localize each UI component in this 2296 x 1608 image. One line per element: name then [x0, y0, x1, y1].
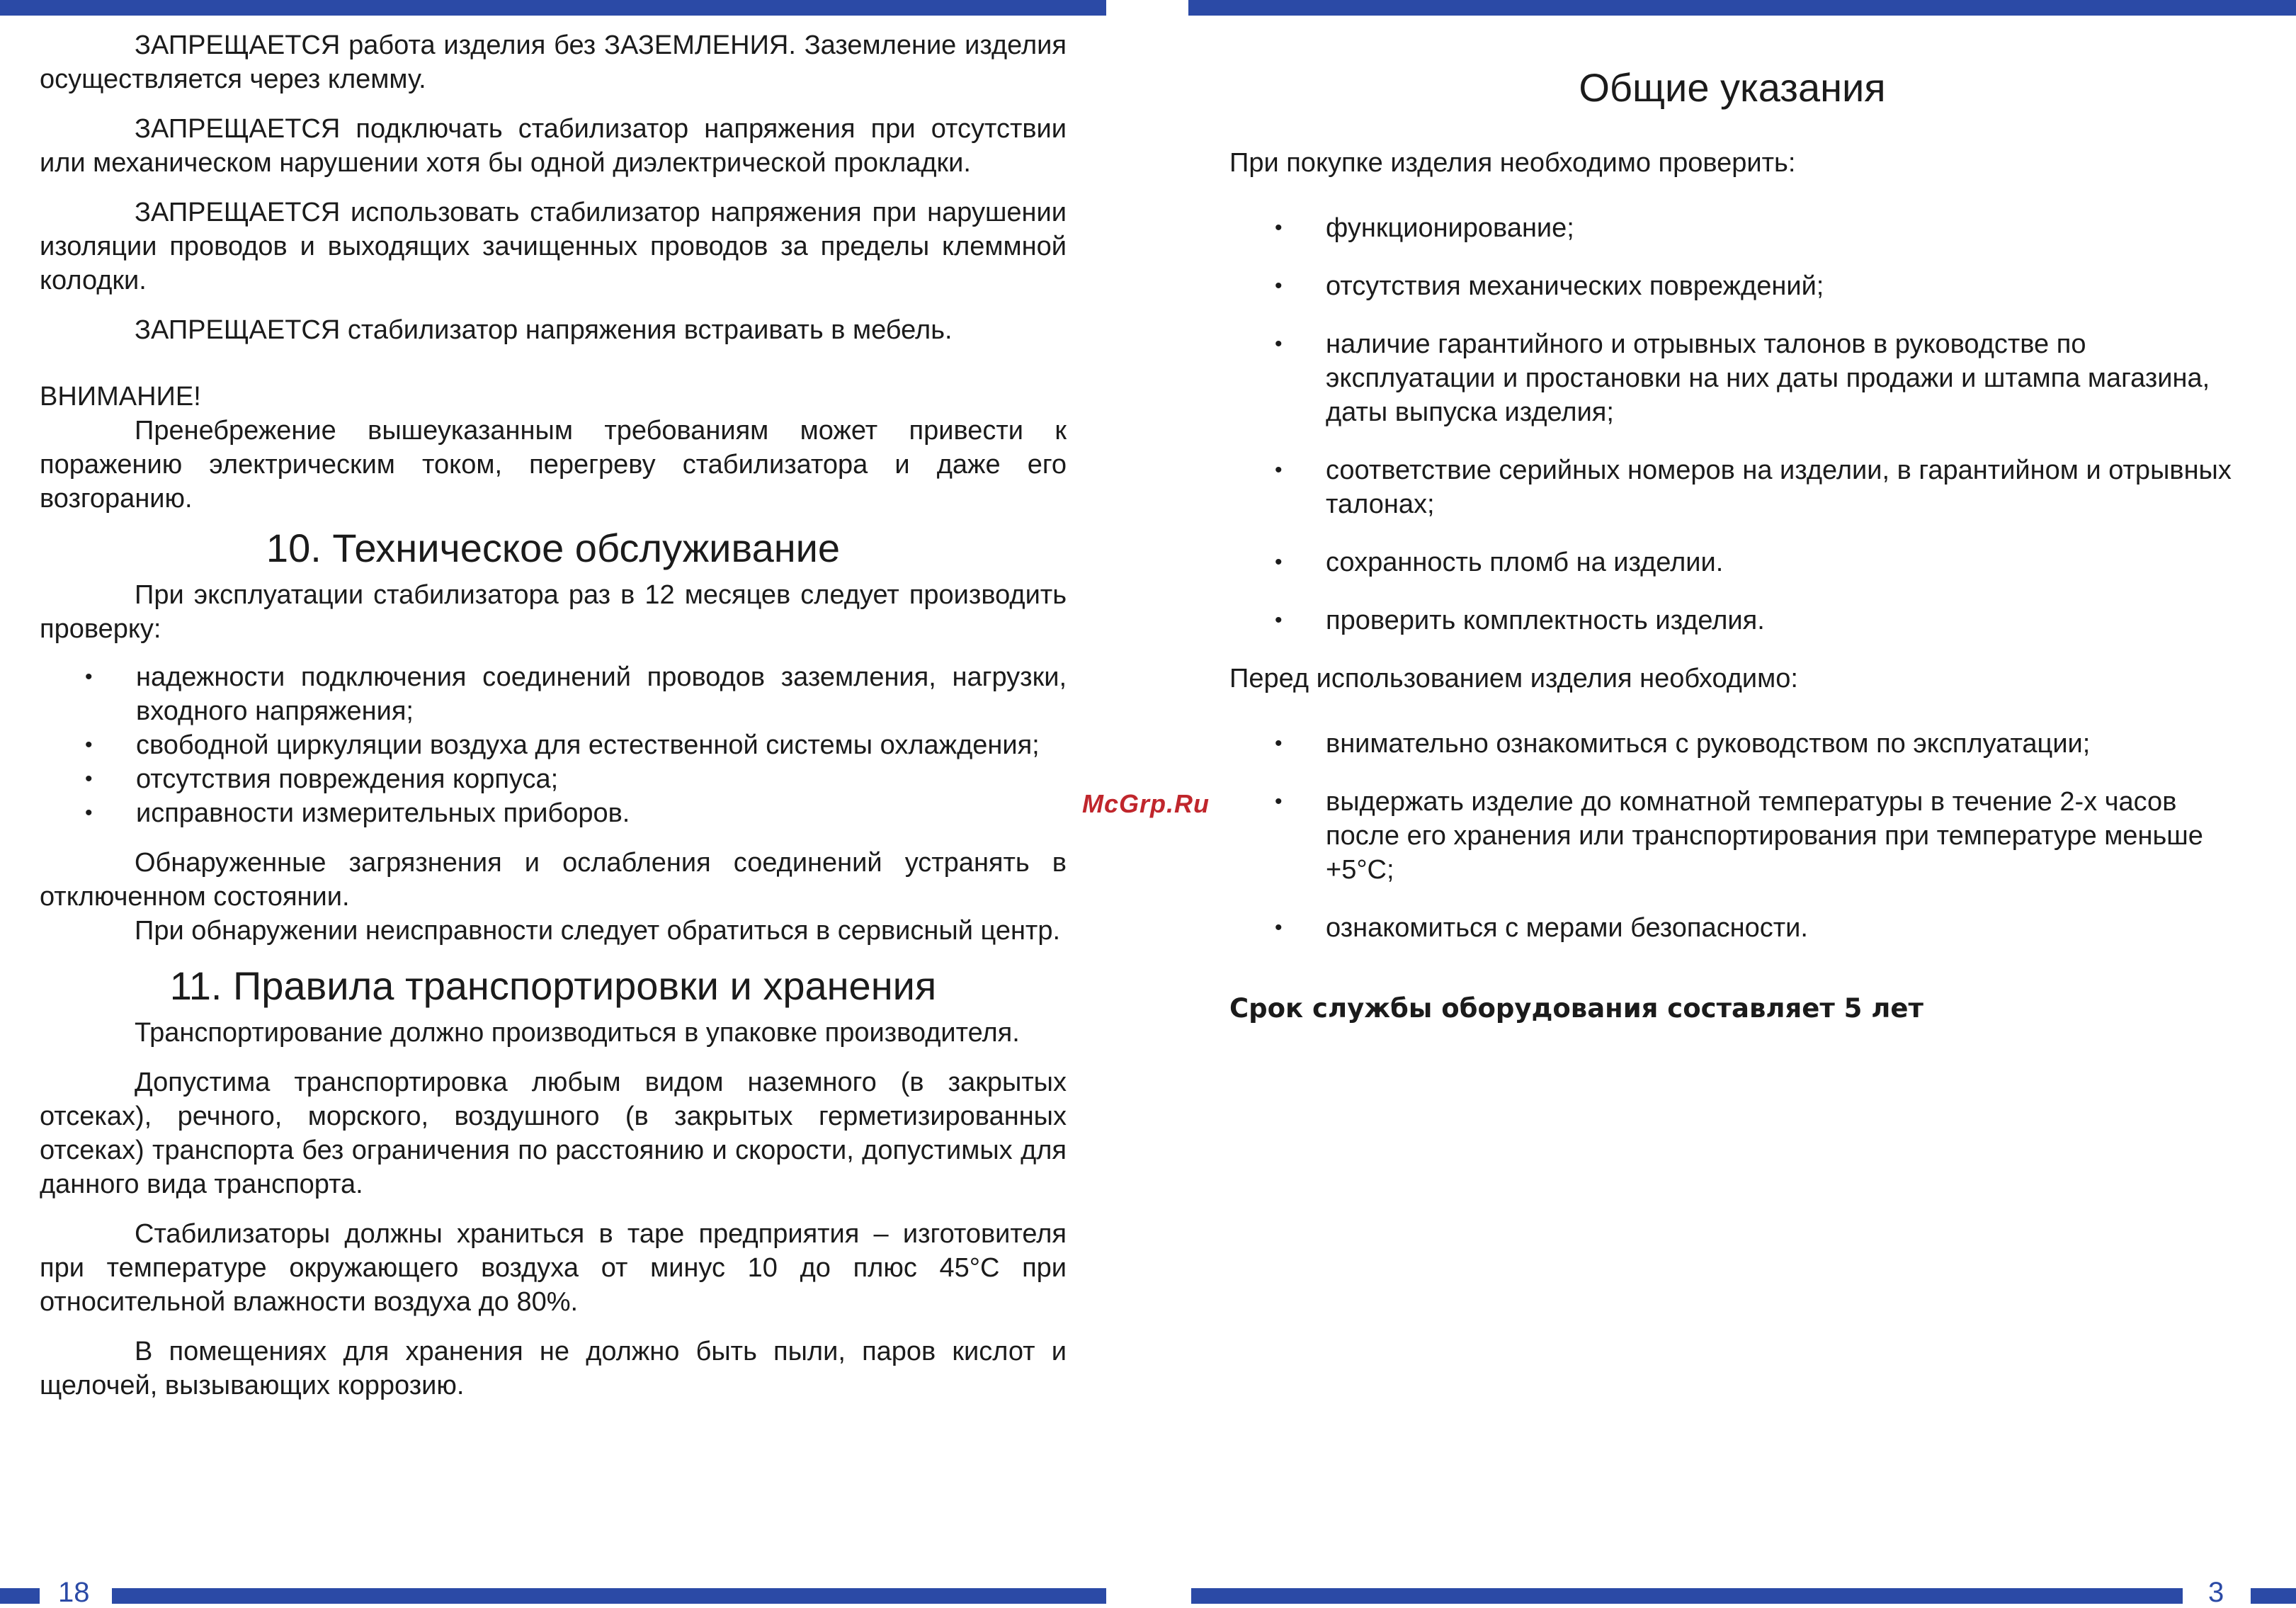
maintenance-para-2: При обнаружении неисправности следует обратиться в сервисный центр.	[135, 916, 1061, 946]
right-page	[1229, 28, 2235, 1026]
page-number-right: 3	[2208, 1577, 2224, 1608]
list-item-text: наличие гарантийного и отрывных талонов в руководстве по эксплуатации и простановки на них даты продажи и штампа магазина, даты выпуска изделия;	[1326, 329, 2210, 427]
warning-text: Пренебрежение вышеуказанным требованиям может привести к поражению электрическим током, перегреву стабилизатора и даже его возгоранию.	[40, 416, 1067, 514]
list-item	[1229, 727, 2235, 761]
bottom-bar-left-short	[0, 1588, 40, 1604]
list-item-text: исправности измерительных приборов.	[136, 798, 630, 828]
left-page	[40, 28, 1067, 1403]
list-item	[1229, 327, 2235, 429]
prohibition-2: ЗАПРЕЩАЕТСЯ подключать стабилизатор напряжения при отсутствии или механическом нарушении хотя бы одной диэлектрической прокладки.	[40, 114, 1067, 178]
prohibition-3: ЗАПРЕЩАЕТСЯ использовать стабилизатор напряжения при нарушении изоляции проводов и выходящих зачищенных проводов за пределы клеммной колодки.	[40, 198, 1067, 295]
bullet-icon: •	[85, 801, 93, 825]
list-item-text: внимательно ознакомиться с руководством по эксплуатации;	[1326, 729, 2091, 759]
list-item	[1229, 785, 2235, 887]
list-item	[1229, 269, 2235, 303]
service-life: Срок службы оборудования составляет 5 лет	[1229, 993, 1923, 1024]
maintenance-list	[40, 660, 1067, 830]
bottom-bar-right-short	[2251, 1588, 2296, 1604]
list-item	[1229, 545, 2235, 579]
bullet-icon: •	[85, 733, 93, 757]
list-item	[40, 728, 1067, 762]
purchase-list	[1229, 211, 2235, 638]
list-item	[40, 762, 1067, 796]
list-item	[1229, 911, 2235, 945]
bullet-icon: •	[1275, 332, 1283, 356]
purchase-intro: При покупке изделия необходимо проверить:	[1229, 148, 1796, 178]
list-item-text: отсутствия механических повреждений;	[1326, 271, 1824, 301]
page-number-left: 18	[58, 1577, 90, 1608]
bullet-icon: •	[85, 665, 93, 689]
maintenance-para-1: Обнаруженные загрязнения и ослабления соединений устранять в отключенном состоянии.	[40, 848, 1067, 912]
watermark: McGrp.Ru	[1082, 789, 1210, 818]
use-intro: Перед использованием изделия необходимо:	[1229, 664, 1798, 693]
list-item	[40, 796, 1067, 830]
bullet-icon: •	[85, 767, 93, 791]
bottom-bar-right	[1191, 1588, 2183, 1604]
top-bar-left	[0, 0, 1106, 16]
list-item-text: выдержать изделие до комнатной температуры в течение 2-х часов после его хранения или транспортирования при температуре меньше +5°С;	[1326, 787, 2203, 885]
section-11-title: 11. Правила транспортировки и хранения	[169, 963, 937, 1008]
list-item	[1229, 604, 2235, 638]
list-item	[1229, 211, 2235, 245]
transport-para-1: Транспортирование должно производиться в упаковке производителя.	[135, 1018, 1020, 1048]
list-item-text: надежности подключения соединений проводов заземления, нагрузки, входного напряжения;	[136, 662, 1067, 726]
list-item-text: функционирование;	[1326, 213, 1574, 243]
bottom-bar-left	[112, 1588, 1106, 1604]
bullet-icon: •	[1275, 274, 1283, 298]
list-item	[1229, 453, 2235, 521]
list-item-text: соответствие серийных номеров на изделии, в гарантийном и отрывных талонах;	[1326, 455, 2232, 519]
use-list	[1229, 727, 2235, 945]
list-item-text: свободной циркуляции воздуха для естественной системы охлаждения;	[136, 730, 1040, 760]
bullet-icon: •	[1275, 216, 1283, 239]
bullet-icon: •	[1275, 458, 1283, 482]
bullet-icon: •	[1275, 550, 1283, 574]
prohibition-1: ЗАПРЕЩАЕТСЯ работа изделия без ЗАЗЕМЛЕНИЯ. Заземление изделия осуществляется через клемму.	[40, 30, 1067, 94]
list-item-text: сохранность пломб на изделии.	[1326, 548, 1724, 577]
prohibition-4: ЗАПРЕЩАЕТСЯ стабилизатор напряжения встраивать в мебель.	[135, 315, 953, 345]
bullet-icon: •	[1275, 732, 1283, 755]
list-item-text: ознакомиться с мерами безопасности.	[1326, 913, 1808, 943]
bullet-icon: •	[1275, 790, 1283, 813]
warning-heading: ВНИМАНИЕ!	[40, 382, 201, 412]
transport-para-3: Стабилизаторы должны храниться в таре предприятия – изготовителя при температуре окружающего воздуха от минус 10 до плюс 45°С при относительной влажности воздуха до 80%.	[40, 1219, 1067, 1317]
list-item-text: отсутствия повреждения корпуса;	[136, 764, 559, 794]
list-item	[40, 660, 1067, 728]
bullet-icon: •	[1275, 608, 1283, 632]
top-bar-right	[1188, 0, 2296, 16]
general-title: Общие указания	[1579, 65, 1886, 110]
section-10-title: 10. Техническое обслуживание	[266, 526, 841, 570]
section-10-intro: При эксплуатации стабилизатора раз в 12 месяцев следует производить проверку:	[40, 580, 1067, 644]
list-item-text: проверить комплектность изделия.	[1326, 606, 1765, 635]
transport-para-2: Допустима транспортировка любым видом наземного (в закрытых отсеках), речного, морского, воздушного (в закрытых герметизированных отсеках) транспорта без ограничения по расстоянию и скорости, допустимых для данного вида транспорта.	[40, 1068, 1067, 1199]
transport-para-4: В помещениях для хранения не должно быть пыли, паров кислот и щелочей, вызывающих коррозию.	[40, 1337, 1067, 1400]
bullet-icon: •	[1275, 916, 1283, 939]
